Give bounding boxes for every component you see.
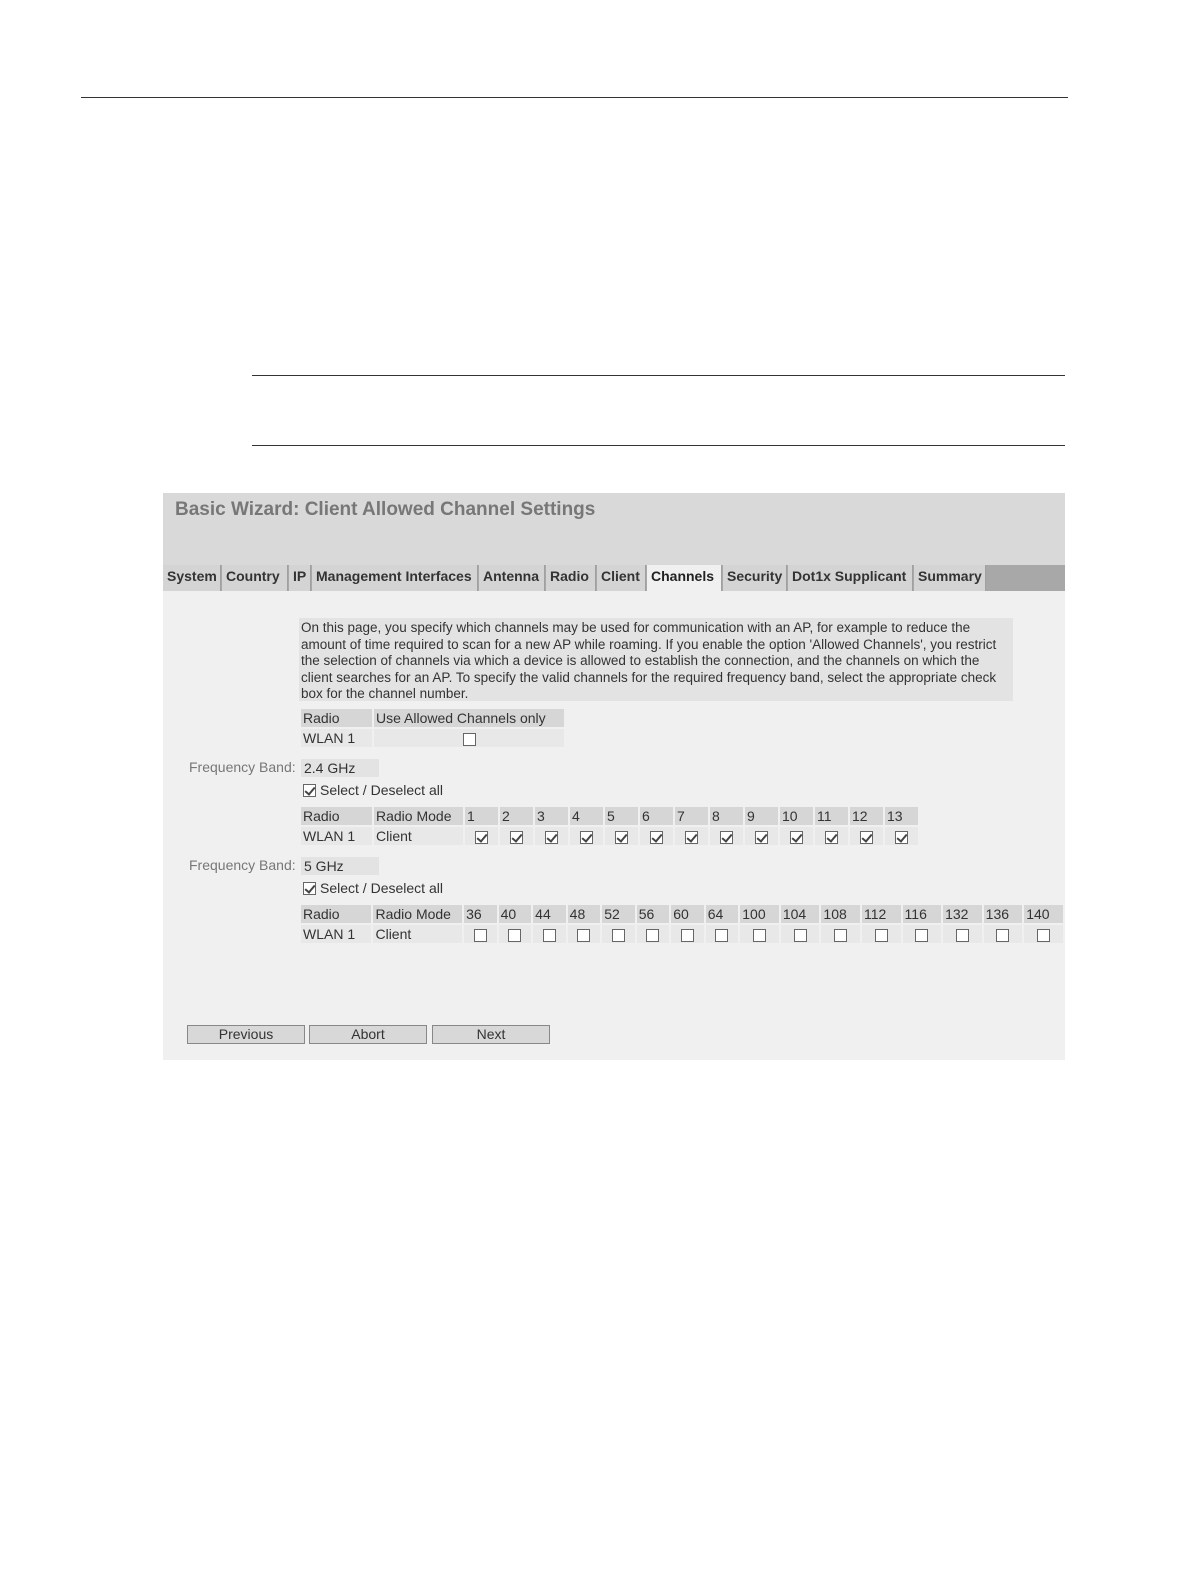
channel-cell [903,925,942,943]
table-row [301,729,564,747]
channel-48-checkbox[interactable] [577,929,590,942]
channel-56-checkbox[interactable] [646,929,659,942]
channel-100-checkbox[interactable] [753,929,766,942]
col-radio-mode: Radio Mode [374,807,463,825]
tab-system[interactable]: System [163,565,221,591]
use-allowed-channels-checkbox[interactable] [463,733,476,746]
channel-40-checkbox[interactable] [508,929,521,942]
channel-cell [740,925,779,943]
tab-country[interactable]: Country [222,565,288,591]
channel-108-checkbox[interactable] [834,929,847,942]
frequency-band-value-24: 2.4 GHz [301,759,379,777]
tab-client[interactable]: Client [597,565,646,591]
channel-header: 60 [671,905,704,923]
select-all-24-checkbox[interactable] [303,784,316,797]
channel-header: 9 [745,807,778,825]
frequency-band-label-24: Frequency Band: [189,759,296,775]
channel-header: 116 [903,905,942,923]
tab-dot1x-supplicant[interactable]: Dot1x Supplicant [788,565,913,591]
channel-132-checkbox[interactable] [956,929,969,942]
channel-header: 1 [465,807,498,825]
col-radio: Radio [301,905,371,923]
frequency-band-label-5: Frequency Band: [189,857,296,873]
select-all-24-label: Select / Deselect all [320,782,443,798]
wizard-tab-bar [163,565,1065,591]
channel-header: 6 [640,807,673,825]
channel-112-checkbox[interactable] [875,929,888,942]
col-radio: Radio [301,709,372,727]
table-row [301,925,1063,943]
abort-button[interactable]: Abort [309,1025,427,1044]
channel-12-checkbox[interactable] [860,831,873,844]
col-radio: Radio [301,807,372,825]
channel-cell [602,925,635,943]
tab-summary[interactable]: Summary [914,565,986,591]
channel-header: 11 [815,807,848,825]
select-all-5[interactable] [303,880,443,896]
radio-mode: Client [373,925,462,943]
tab-channels[interactable]: Channels [647,565,722,591]
col-use-allowed: Use Allowed Channels only [374,709,564,727]
channel-header: 8 [710,807,743,825]
channel-header: 112 [862,905,901,923]
select-all-5-label: Select / Deselect all [320,880,443,896]
channel-header: 5 [605,807,638,825]
channel-140-checkbox[interactable] [1037,929,1050,942]
channel-header: 3 [535,807,568,825]
panel-header [163,493,1065,565]
next-button[interactable]: Next [432,1025,550,1044]
radio-name: WLAN 1 [301,925,371,943]
channel-13-checkbox[interactable] [895,831,908,844]
channel-cell [710,827,743,845]
channel-cell [1024,925,1063,943]
channel-header: 52 [602,905,635,923]
channel-9-checkbox[interactable] [755,831,768,844]
channels-5-table [299,903,1065,945]
channel-cell [943,925,982,943]
channel-52-checkbox[interactable] [612,929,625,942]
channel-cell [850,827,883,845]
channel-header: 13 [885,807,918,825]
channel-header: 10 [780,807,813,825]
page-divider-top [81,97,1068,98]
wizard-panel [163,493,1065,1060]
channel-116-checkbox[interactable] [915,929,928,942]
channel-44-checkbox[interactable] [543,929,556,942]
tab-ip[interactable]: IP [289,565,311,591]
channel-8-checkbox[interactable] [720,831,733,844]
channel-cell [781,925,820,943]
channel-header: 2 [500,807,533,825]
channel-cell [535,827,568,845]
tab-security[interactable]: Security [723,565,787,591]
channel-cell [637,925,670,943]
channel-136-checkbox[interactable] [996,929,1009,942]
channel-cell [675,827,708,845]
channel-header: 40 [499,905,532,923]
channel-cell [605,827,638,845]
channel-cell [500,827,533,845]
channel-2-checkbox[interactable] [510,831,523,844]
channel-header: 136 [984,905,1023,923]
note-divider-top [252,375,1065,376]
channel-header: 100 [740,905,779,923]
channel-cell [465,827,498,845]
channel-cell [671,925,704,943]
select-all-24[interactable] [303,782,443,798]
channel-60-checkbox[interactable] [681,929,694,942]
intro-description: On this page, you specify which channels may be used for communication with an AP, for example to reduce the amount of time required to scan for a new AP while roaming. If you enable the option 'Allowed Channels', you restrict the selection of channels via which a device is allowed to establish the connection, and the channels on which the client searches for an AP. To specify the valid channels for the required frequency band, select the appropriate check box for the channel number. [299,618,1013,701]
channel-header: 12 [850,807,883,825]
channel-cell [568,925,601,943]
channel-header: 56 [637,905,670,923]
channel-11-checkbox[interactable] [825,831,838,844]
channel-header: 36 [464,905,497,923]
channel-cell [862,925,901,943]
channel-3-checkbox[interactable] [545,831,558,844]
channel-cell [464,925,497,943]
select-all-5-checkbox[interactable] [303,882,316,895]
radio-name: WLAN 1 [301,729,372,747]
channel-cell [815,827,848,845]
channel-104-checkbox[interactable] [794,929,807,942]
tab-radio[interactable]: Radio [546,565,596,591]
channel-4-checkbox[interactable] [580,831,593,844]
channel-cell [533,925,566,943]
channels-24-table [299,805,920,847]
channel-36-checkbox[interactable] [474,929,487,942]
channel-header: 108 [821,905,860,923]
channel-6-checkbox[interactable] [650,831,663,844]
col-radio-mode: Radio Mode [373,905,462,923]
note-divider-bottom [252,445,1065,446]
channel-cell [984,925,1023,943]
previous-button[interactable]: Previous [187,1025,305,1044]
tab-antenna[interactable]: Antenna [479,565,545,591]
page-title: Basic Wizard: Client Allowed Channel Settings [175,499,596,520]
channel-header: 48 [568,905,601,923]
channel-cell [640,827,673,845]
radio-mode: Client [374,827,463,845]
channel-cell [570,827,603,845]
channel-7-checkbox[interactable] [685,831,698,844]
radio-name: WLAN 1 [301,827,372,845]
channel-cell [780,827,813,845]
channel-64-checkbox[interactable] [715,929,728,942]
channel-header: 4 [570,807,603,825]
channel-cell [885,827,918,845]
use-allowed-cell [374,729,564,747]
table-row [301,827,918,845]
channel-header: 7 [675,807,708,825]
channel-cell [706,925,739,943]
channel-header: 140 [1024,905,1063,923]
tab-management-interfaces[interactable]: Management Interfaces [312,565,478,591]
frequency-band-value-5: 5 GHz [301,857,379,875]
channel-1-checkbox[interactable] [475,831,488,844]
allowed-channels-table [299,707,566,749]
channel-header: 44 [533,905,566,923]
channel-cell [499,925,532,943]
channel-10-checkbox[interactable] [790,831,803,844]
channel-header: 104 [781,905,820,923]
channel-header: 64 [706,905,739,923]
channel-cell [821,925,860,943]
channel-header: 132 [943,905,982,923]
channel-5-checkbox[interactable] [615,831,628,844]
channel-cell [745,827,778,845]
